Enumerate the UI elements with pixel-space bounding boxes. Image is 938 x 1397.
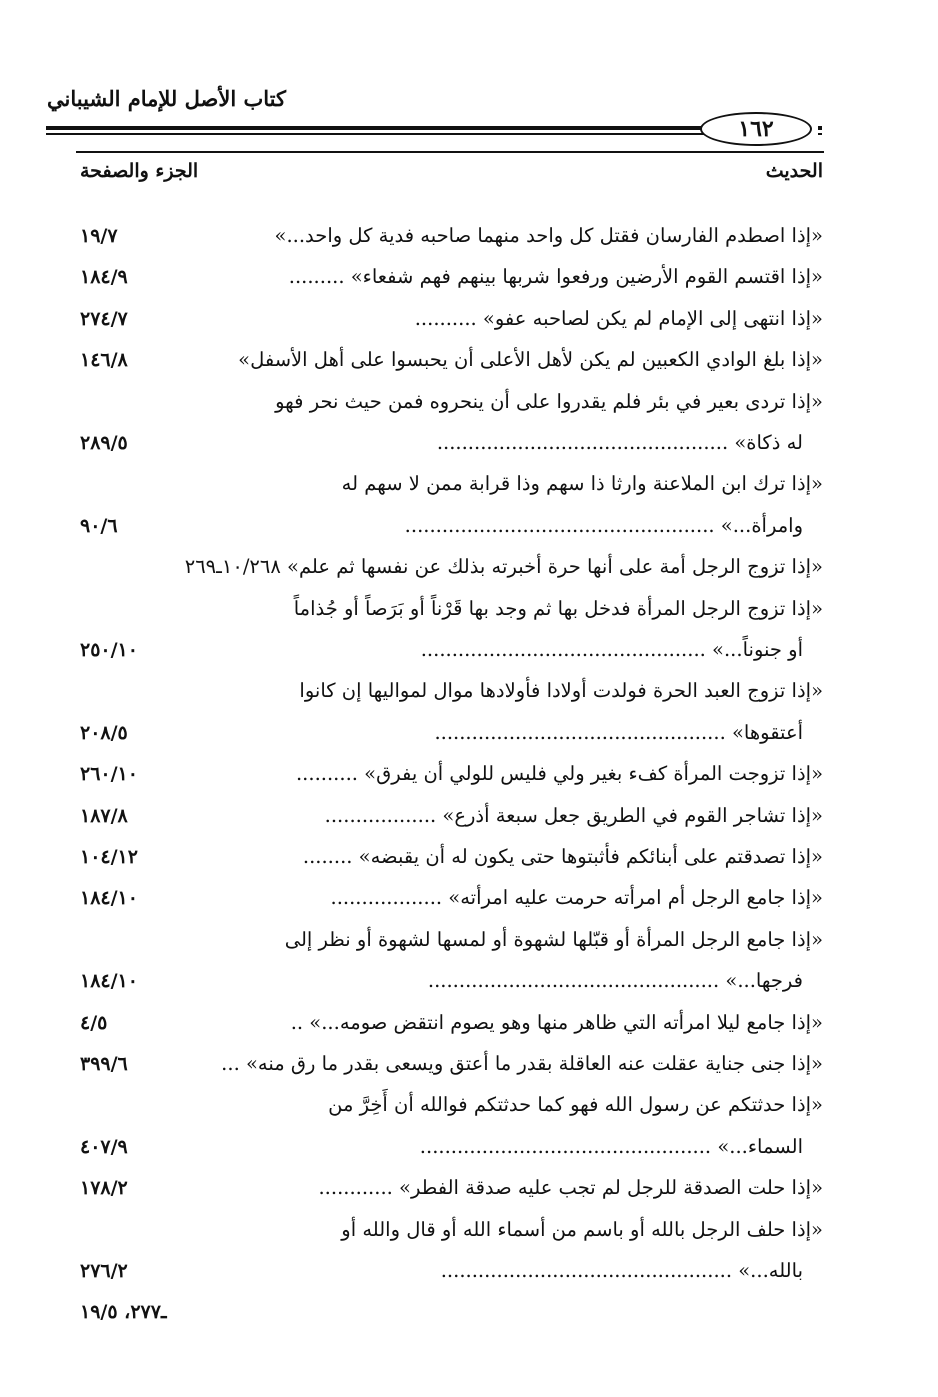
index-entry-reference: ٢٦٠/١٠ <box>80 763 138 786</box>
index-entry-text: «إذا بلغ الوادي الكعبين لم يكن لأهل الأعلى أن يحبسوا على أهل الأسفل» <box>238 348 823 372</box>
index-entry-text: «إذا جامع الرجل أم امرأته حرمت عليه امرأته» .................. <box>330 886 823 910</box>
index-entry-text: «إذا جامع الرجل المرأة أو قبّلها لشهوة أو لمسها لشهوة أو نظر إلى <box>284 927 823 951</box>
index-entry-reference: ٢٠٨/٥ <box>80 721 128 744</box>
index-entry-text: «إذا تشاجر القوم في الطريق جعل سبعة أذرع» .................. <box>324 803 823 827</box>
index-entry-reference: ـ٢٧٧، ١٩/٥ <box>80 1301 167 1324</box>
index-entry-text: السماء...» ............................................... <box>419 1134 803 1158</box>
index-entry-reference: ١٠٤/١٢ <box>80 846 138 868</box>
index-entry-reference: ٩٠/٦ <box>80 514 118 537</box>
index-entry-text: أو جنوناً...» .............................................. <box>420 638 803 661</box>
index-entry-text: أعتقوها» ............................................... <box>434 720 803 744</box>
index-entry-reference: ٤/٥ <box>80 1011 108 1034</box>
index-entry-text: «إذا حلت الصدقة للرجل لم تجب عليه صدقة الفطر» ............ <box>318 1176 823 1200</box>
index-entry-reference: ٢٧٦/٢ <box>80 1260 128 1282</box>
index-entry-text: «إذا انتهى إلى الإمام لم يكن لصاحبه عفو» .......... <box>414 306 823 330</box>
index-entry-text: «إذا جنى جناية عقلت عنه العاقلة بقدر ما أعتق ويسعى بقدر ما رق منه» ... <box>221 1052 823 1075</box>
page-number-text: ١٦٢ <box>738 116 774 142</box>
index-entry-text: «إذا تزوج الرجل المرأة فدخل بها ثم وجد بها قَرْناً أو بَرَصاً أو جُذاماً <box>293 596 823 620</box>
index-entry-reference: ٣٩٩/٦ <box>80 1053 128 1075</box>
index-entry-text: «إذا حلف الرجل بالله أو باسم من أسماء الله أو قال والله أو <box>341 1217 823 1241</box>
index-entry-reference: ١٧٨/٢ <box>80 1177 128 1200</box>
index-entry-text: «إذا تزوج العبد الحرة فولدت أولادا فأولادها موال لمواليها إن كانوا <box>299 679 823 703</box>
index-entry-text: له ذكاة» ............................................... <box>436 431 803 454</box>
index-entry-text: «إذا تردى بعير في بئر فلم يقدروا على أن ينحروه فمن حيث نحر فهو <box>275 389 823 413</box>
index-entry-text: «إذا اقتسم القوم الأرضين ورفعوا شربها بينهم فهم شفعاء» ......... <box>288 265 823 289</box>
index-entry-reference: ١٨٤/١٠ <box>80 887 138 910</box>
index-entry-reference: ٢٨٩/٥ <box>80 432 128 454</box>
index-entry-reference: ١٨٤/١٠ <box>80 970 138 993</box>
column-header-hadith: الحديث <box>765 160 823 182</box>
index-entry-text: «إذا ترك ابن الملاعنة وارثا ذا سهم وذا قرابة ممن لا سهم له <box>341 472 823 496</box>
index-entry-text: «إذا تزوجت المرأة كفء بغير ولي فليس للولي أن يفرق» .......... <box>295 762 823 786</box>
index-entry-text: وامرأة...» .................................................. <box>404 513 803 537</box>
index-entry-reference: ٢٧٤/٧ <box>80 307 128 330</box>
index-entry-text: «إذا تزوج الرجل أمة على أنها حرة أخبرته بذلك عن نفسها ثم علم» ١٠/٢٦٨ـ٢٦٩ <box>184 555 823 579</box>
index-entry-text: «إذا اصطدم الفارسان فقتل كل واحد منهما صاحبه فدية كل واحد...» <box>274 224 823 247</box>
book-title: كتاب الأصل للإمام الشيباني <box>47 86 286 111</box>
index-entry-text: «إذا تصدقتم على أبنائكم فأثبتوها حتى يكون له أن يقبضه» ........ <box>302 845 823 868</box>
index-entry-reference: ١٨٤/٩ <box>80 266 128 289</box>
index-entry-reference: ٤٠٧/٩ <box>80 1135 128 1158</box>
index-entry-reference: ١٩/٧ <box>80 225 118 247</box>
column-header-volume-page: الجزء والصفحة <box>80 160 199 182</box>
index-entry-text: فرجها...» ............................................... <box>427 969 803 993</box>
index-entry-text: «إذا حدثتكم عن رسول الله فهو كما حدثتكم فوالله أن أَخِرَّ من <box>328 1093 823 1117</box>
index-entry-reference: ٢٥٠/١٠ <box>80 639 138 661</box>
index-entry-text: «إذا جامع ليلا امرأته التي ظاهر منها وهو يصوم انتقض صومه...» .. <box>290 1010 823 1034</box>
index-entry-text: بالله...» ............................................... <box>440 1259 803 1282</box>
index-entry-reference: ١٤٦/٨ <box>80 349 128 372</box>
index-entry-reference: ١٨٧/٨ <box>80 804 128 827</box>
